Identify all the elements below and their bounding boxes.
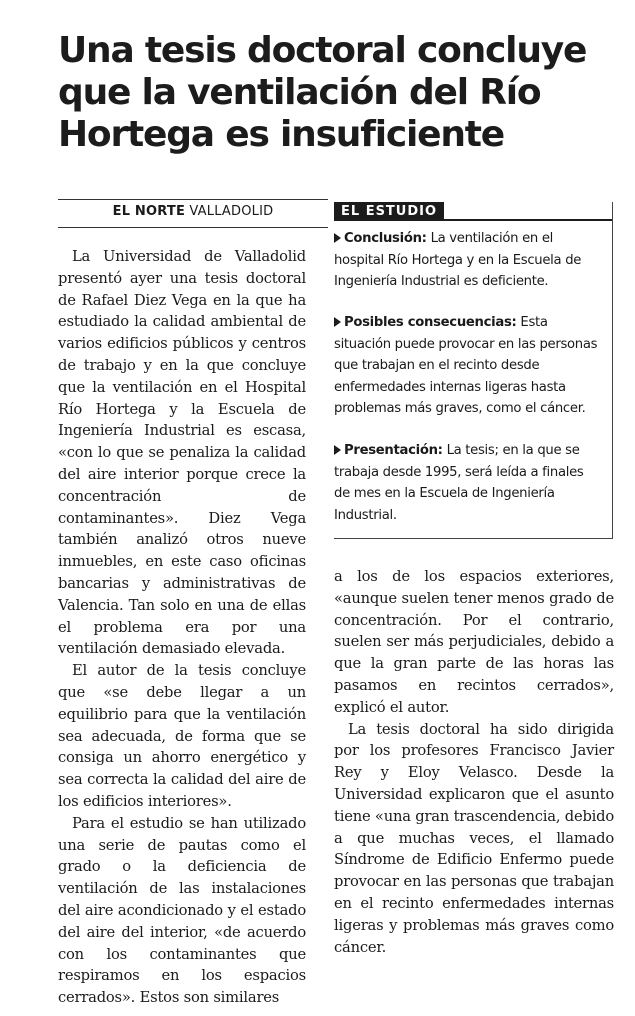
- sidebar-item-label: Posibles consecuencias:: [344, 315, 517, 330]
- sidebar-item-text: La ventilación en el hospital Río Hortega y en la Escuela de Ingeniería Industrial es deficiente.: [334, 231, 582, 289]
- article-column-1: [58, 246, 306, 1009]
- arrow-icon: [334, 445, 341, 455]
- sidebar-rule: [334, 219, 612, 221]
- sidebar-item-text: Esta situación puede provocar en las personas que trabajan en el recinto desde enfermedades internas ligeras hasta problemas más graves, como el cáncer.: [334, 315, 598, 416]
- arrow-icon: [334, 233, 341, 243]
- body-paragraph-2: El autor de la tesis concluye que «se debe llegar a un equilibrio para que la ventilación sea adecuada, de forma que se consiga un ahorro energético y sea correcta la calidad del aire de los edificios interiores».: [58, 662, 306, 810]
- sidebar-item-label: Presentación:: [344, 443, 443, 458]
- sidebar-item-consequences: [334, 312, 602, 420]
- headline: Una tesis doctoral concluye que la ventilación del Río Hortega es insuficiente: [58, 30, 587, 155]
- body-paragraph-4: La tesis doctoral ha sido dirigida por los profesores Francisco Javier Rey y Eloy Velasco. Desde la Universidad explicaron que el asunto tiene «una gran trascendencia, debido a que muchas veces, el llamado Síndrome de Edificio Enfermo puede provocar en las personas que trabajan en el recinto enfermedades internas ligeras y problemas más graves como cáncer.: [334, 720, 614, 956]
- body-paragraph-1: La Universidad de Valladolid presentó ayer una tesis doctoral de Rafael Diez Vega en la que ha estudiado la calidad ambiental de varios edificios públicos y centros de trabajo y en la que concluye que la ventilación en el Hospital Río Hortega y la Escuela de Ingeniería Industrial es escasa, «con lo que se penaliza la calidad del aire interior porque crece la concentración de contaminantes». Diez Vega también analizó otros nueve inmuebles, en este caso oficinas bancarias y administrativas de Valencia. Tan solo en una de ellas el problema era por una ventilación demasiado elevada.: [58, 248, 306, 658]
- article-column-2: [334, 566, 614, 958]
- byline-city: VALLADOLID: [189, 204, 274, 219]
- sidebar-tag: EL ESTUDIO: [334, 202, 444, 220]
- arrow-icon: [334, 317, 341, 327]
- byline: [58, 204, 328, 219]
- sidebar-item-label: Conclusión:: [344, 231, 427, 246]
- sidebar-item-text: La tesis; en la que se trabaja desde 1995, será leída a finales de mes en la Escuela de Ingeniería Industrial.: [334, 443, 584, 523]
- byline-paper: EL NORTE: [112, 204, 186, 219]
- sidebar-box: [334, 202, 613, 539]
- byline-top-rule: [58, 199, 328, 200]
- sidebar-item-presentation: [334, 440, 602, 526]
- sidebar-item-conclusion: [334, 228, 602, 293]
- body-paragraph-3-continued: a los de los espacios exteriores, «aunque suelen tener menos grado de concentración. Por el contrario, suelen ser más perjudiciales, debido a que la gran parte de las horas las pasamos en recintos cerrados», explicó el autor.: [334, 568, 614, 716]
- byline-bottom-rule: [58, 227, 328, 228]
- body-paragraph-3: Para el estudio se han utilizado una serie de pautas como el grado o la deficiencia de ventilación de las instalaciones del aire acondicionado y el estado del aire del interior, «de acuerdo con los contaminantes que respiramos en los espacios cerrados». Estos son similares: [58, 814, 306, 1007]
